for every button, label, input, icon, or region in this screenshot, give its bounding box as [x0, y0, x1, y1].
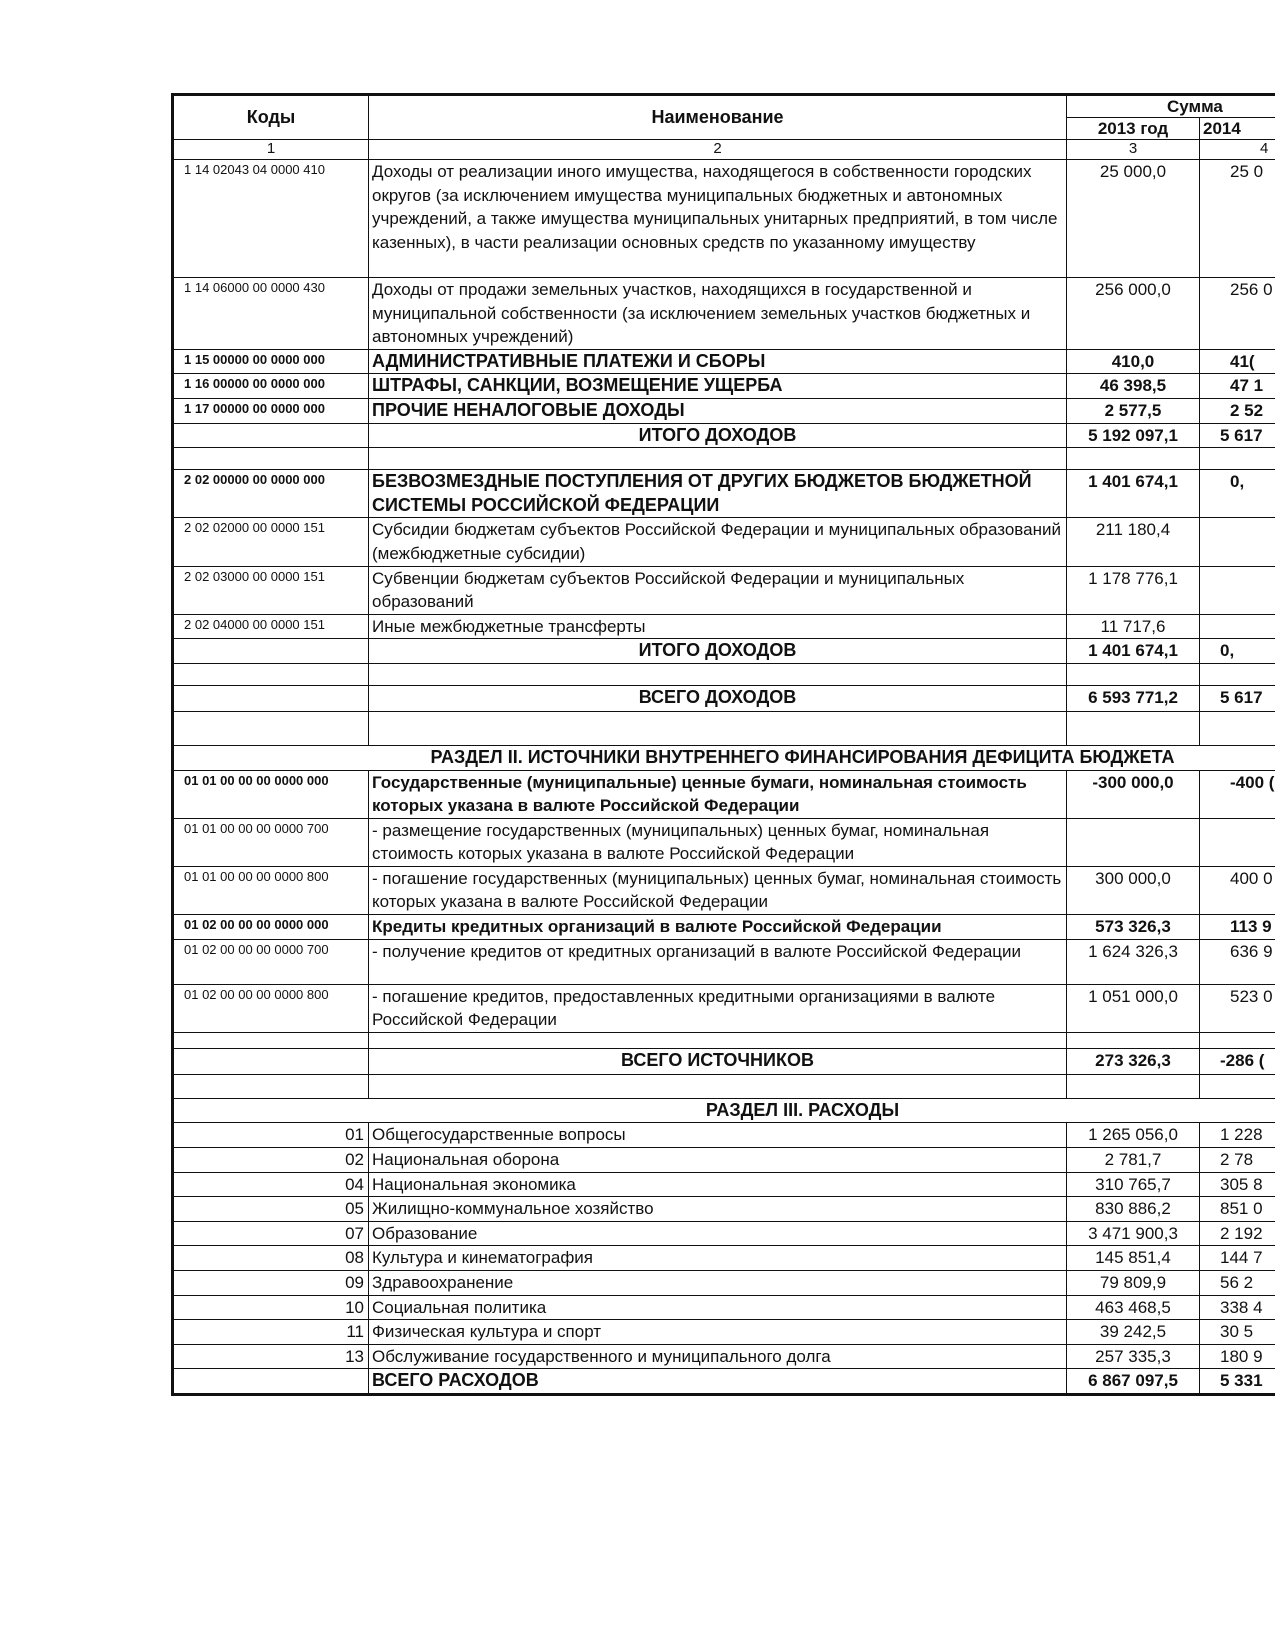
empty-row [173, 711, 1275, 745]
column-number: 2 [369, 140, 1067, 160]
empty-row [173, 663, 1275, 685]
row-name: - погашение кредитов, предоставленных кредитными организациями в валюте Российской Федерации [369, 984, 1067, 1032]
row-code: 05 [173, 1197, 369, 1222]
row-code: 04 [173, 1172, 369, 1197]
value-2014: 113 9 [1200, 915, 1275, 940]
table-row [173, 160, 1275, 278]
row-code: 08 [173, 1246, 369, 1271]
value-2013: 25 000,0 [1067, 160, 1200, 278]
row-name: Национальная оборона [369, 1148, 1067, 1173]
row-name: Физическая культура и спорт [369, 1320, 1067, 1345]
row-name: Государственные (муниципальные) ценные бумаги, номинальная стоимость которых указана в валюте Российской Федерации [369, 770, 1067, 818]
grand-total-income-label: ВСЕГО ДОХОДОВ [369, 685, 1067, 711]
value-2014 [1200, 566, 1275, 614]
row-name: БЕЗВОЗМЕЗДНЫЕ ПОСТУПЛЕНИЯ ОТ ДРУГИХ БЮДЖЕТОВ БЮДЖЕТНОЙ СИСТЕМЫ РОССИЙСКОЙ ФЕДЕРАЦИИ [369, 470, 1067, 518]
row-code: 01 01 00 00 00 0000 700 [173, 818, 369, 866]
value-2013: 257 335,3 [1067, 1344, 1200, 1369]
value-2014: 1 228 [1200, 1123, 1275, 1148]
row-name: Здравоохранение [369, 1271, 1067, 1296]
row-code: 11 [173, 1320, 369, 1345]
total-income [173, 423, 1275, 448]
empty-cell [369, 663, 1067, 685]
row-code: 02 [173, 1148, 369, 1173]
value-2013: 1 401 674,1 [1067, 639, 1200, 664]
value-2014 [1200, 518, 1275, 566]
row-code: 2 02 00000 00 0000 000 [173, 470, 369, 518]
empty-row [173, 1074, 1275, 1098]
table-row [173, 1148, 1275, 1173]
table-row [173, 470, 1275, 518]
value-2014: 30 5 [1200, 1320, 1275, 1345]
empty-cell [1067, 711, 1200, 745]
table-row [173, 398, 1275, 423]
row-name: - размещение государственных (муниципальных) ценных бумаг, номинальная стоимость которых указана в валюте Российской Федерации [369, 818, 1067, 866]
value-2014: 5 617 [1200, 423, 1275, 448]
value-2013: -300 000,0 [1067, 770, 1200, 818]
row-code: 10 [173, 1295, 369, 1320]
table-row [173, 1344, 1275, 1369]
table-row [173, 518, 1275, 566]
total-sources-label: ВСЕГО ИСТОЧНИКОВ [369, 1048, 1067, 1074]
table-row [173, 1271, 1275, 1296]
table-row [173, 770, 1275, 818]
row-code: 1 17 00000 00 0000 000 [173, 398, 369, 423]
budget-document [171, 93, 1275, 1413]
value-2014: 0, [1200, 470, 1275, 518]
total-sources [173, 1048, 1275, 1074]
value-2013: 410,0 [1067, 349, 1200, 374]
header-sum: Сумма [1067, 95, 1275, 118]
row-code: 2 02 03000 00 0000 151 [173, 566, 369, 614]
value-2013: 2 577,5 [1067, 398, 1200, 423]
table-row [173, 984, 1275, 1032]
row-code: 01 01 00 00 00 0000 000 [173, 770, 369, 818]
row-code: 1 14 06000 00 0000 430 [173, 278, 369, 350]
column-number: 3 [1067, 140, 1200, 160]
value-2013: 6 593 771,2 [1067, 685, 1200, 711]
value-2014: 636 9 [1200, 939, 1275, 984]
section-3-title: РАЗДЕЛ III. РАСХОДЫ [173, 1098, 1275, 1123]
row-code: 01 [173, 1123, 369, 1148]
row-code: 2 02 04000 00 0000 151 [173, 614, 369, 639]
value-2013: 1 051 000,0 [1067, 984, 1200, 1032]
table-row [173, 1221, 1275, 1246]
row-name: Доходы от реализации иного имущества, находящегося в собственности городских округов (за исключением имущества муниципальных бюджетных и автономных учреждений, а также имущества муниципальных унитарных предприятий, в том числе казенных), в части реализации основных средств по указанному имуществу [369, 160, 1067, 278]
table-row [173, 1320, 1275, 1345]
value-2014: 56 2 [1200, 1271, 1275, 1296]
value-2014 [1200, 614, 1275, 639]
value-2014: -286 ( [1200, 1048, 1275, 1074]
value-2013 [1067, 818, 1200, 866]
value-2013: 1 265 056,0 [1067, 1123, 1200, 1148]
table-row [173, 566, 1275, 614]
grand-total-income [173, 685, 1275, 711]
row-name: Культура и кинематография [369, 1246, 1067, 1271]
empty-cell [1200, 1032, 1275, 1048]
empty-cell [1200, 711, 1275, 745]
value-2013: 830 886,2 [1067, 1197, 1200, 1222]
empty-cell [369, 1074, 1067, 1098]
value-2014: 523 0 [1200, 984, 1275, 1032]
value-2013: 3 471 900,3 [1067, 1221, 1200, 1246]
row-name: Субвенции бюджетам субъектов Российской Федерации и муниципальных образований [369, 566, 1067, 614]
empty-cell [173, 1074, 369, 1098]
table-row [173, 818, 1275, 866]
empty-cell [1067, 663, 1200, 685]
header-name: Наименование [369, 95, 1067, 140]
row-code: 01 01 00 00 00 0000 800 [173, 866, 369, 914]
value-2013: 46 398,5 [1067, 374, 1200, 399]
empty-cell [173, 663, 369, 685]
row-name: Кредиты кредитных организаций в валюте Российской Федерации [369, 915, 1067, 940]
empty-cell [369, 711, 1067, 745]
value-2013: 211 180,4 [1067, 518, 1200, 566]
row-name: Субсидии бюджетам субъектов Российской Федерации и муниципальных образований (межбюджетные субсидии) [369, 518, 1067, 566]
row-code: 2 02 02000 00 0000 151 [173, 518, 369, 566]
value-2014: 25 0 [1200, 160, 1275, 278]
row-name: ШТРАФЫ, САНКЦИИ, ВОЗМЕЩЕНИЕ УЩЕРБА [369, 374, 1067, 399]
row-code: 1 14 02043 04 0000 410 [173, 160, 369, 278]
row-code: 01 02 00 00 00 0000 700 [173, 939, 369, 984]
empty-cell [173, 639, 369, 664]
value-2014: 5 331 [1200, 1369, 1275, 1395]
value-2013: 2 781,7 [1067, 1148, 1200, 1173]
value-2014 [1200, 818, 1275, 866]
section-2-title: РАЗДЕЛ II. ИСТОЧНИКИ ВНУТРЕННЕГО ФИНАНСИРОВАНИЯ ДЕФИЦИТА БЮДЖЕТА [173, 745, 1275, 770]
empty-cell [1200, 663, 1275, 685]
value-2013: 145 851,4 [1067, 1246, 1200, 1271]
value-2014: 851 0 [1200, 1197, 1275, 1222]
empty-row [173, 1032, 1275, 1048]
value-2014: 2 192 [1200, 1221, 1275, 1246]
table-row [173, 915, 1275, 940]
value-2013: 256 000,0 [1067, 278, 1200, 350]
value-2014: 144 7 [1200, 1246, 1275, 1271]
value-2013: 11 717,6 [1067, 614, 1200, 639]
budget-table [171, 93, 1275, 1396]
row-name: Обслуживание государственного и муниципального долга [369, 1344, 1067, 1369]
value-2013: 273 326,3 [1067, 1048, 1200, 1074]
table-row [173, 1246, 1275, 1271]
column-number: 4 [1200, 140, 1275, 160]
header-year-2013: 2013 год [1067, 118, 1200, 140]
value-2013: 310 765,7 [1067, 1172, 1200, 1197]
empty-cell [1067, 448, 1200, 470]
total-income-label: ИТОГО ДОХОДОВ [369, 423, 1067, 448]
row-name: Иные межбюджетные трансферты [369, 614, 1067, 639]
empty-cell [173, 1032, 369, 1048]
empty-cell [173, 711, 369, 745]
row-name: Социальная политика [369, 1295, 1067, 1320]
total-expenses-label: ВСЕГО РАСХОДОВ [369, 1369, 1067, 1395]
row-code: 07 [173, 1221, 369, 1246]
empty-cell [173, 423, 369, 448]
value-2014: 180 9 [1200, 1344, 1275, 1369]
value-2014: 400 0 [1200, 866, 1275, 914]
row-code: 09 [173, 1271, 369, 1296]
row-code: 01 02 00 00 00 0000 800 [173, 984, 369, 1032]
empty-cell [173, 448, 369, 470]
section-title-row [173, 1098, 1275, 1123]
value-2013: 463 468,5 [1067, 1295, 1200, 1320]
section-title-row [173, 745, 1275, 770]
row-code: 1 16 00000 00 0000 000 [173, 374, 369, 399]
empty-cell [369, 1032, 1067, 1048]
header-codes: Коды [173, 95, 369, 140]
row-name: ПРОЧИЕ НЕНАЛОГОВЫЕ ДОХОДЫ [369, 398, 1067, 423]
value-2014: 5 617 [1200, 685, 1275, 711]
empty-cell [1200, 448, 1275, 470]
value-2013: 1 401 674,1 [1067, 470, 1200, 518]
table-row [173, 1197, 1275, 1222]
row-code: 13 [173, 1344, 369, 1369]
value-2014: 338 4 [1200, 1295, 1275, 1320]
row-code: 1 15 00000 00 0000 000 [173, 349, 369, 374]
table-row [173, 939, 1275, 984]
empty-row [173, 448, 1275, 470]
row-name: - получение кредитов от кредитных организаций в валюте Российской Федерации [369, 939, 1067, 984]
value-2013: 1 178 776,1 [1067, 566, 1200, 614]
value-2013: 6 867 097,5 [1067, 1369, 1200, 1395]
row-name: Образование [369, 1221, 1067, 1246]
header-year-2014: 2014 [1200, 118, 1275, 140]
row-name: - погашение государственных (муниципальных) ценных бумаг, номинальная стоимость которых указана в валюте Российской Федерации [369, 866, 1067, 914]
empty-cell [1200, 1074, 1275, 1098]
table-row [173, 1172, 1275, 1197]
value-2014: 0, [1200, 639, 1275, 664]
value-2014: 2 52 [1200, 398, 1275, 423]
empty-cell [369, 448, 1067, 470]
empty-cell [1067, 1032, 1200, 1048]
table-row [173, 374, 1275, 399]
value-2014: 41( [1200, 349, 1275, 374]
table-row [173, 614, 1275, 639]
empty-cell [173, 685, 369, 711]
empty-cell [1067, 1074, 1200, 1098]
row-name: Жилищно-коммунальное хозяйство [369, 1197, 1067, 1222]
row-name: Национальная экономика [369, 1172, 1067, 1197]
value-2014: 2 78 [1200, 1148, 1275, 1173]
value-2014: 305 8 [1200, 1172, 1275, 1197]
table-row [173, 1295, 1275, 1320]
column-number: 1 [173, 140, 369, 160]
value-2013: 300 000,0 [1067, 866, 1200, 914]
table-row [173, 278, 1275, 350]
table-row [173, 1123, 1275, 1148]
value-2013: 79 809,9 [1067, 1271, 1200, 1296]
value-2013: 1 624 326,3 [1067, 939, 1200, 984]
value-2014: 47 1 [1200, 374, 1275, 399]
value-2013: 39 242,5 [1067, 1320, 1200, 1345]
table-row [173, 866, 1275, 914]
total-expenses [173, 1369, 1275, 1395]
empty-cell [173, 1369, 369, 1395]
value-2013: 573 326,3 [1067, 915, 1200, 940]
row-name: АДМИНИСТРАТИВНЫЕ ПЛАТЕЖИ И СБОРЫ [369, 349, 1067, 374]
value-2013: 5 192 097,1 [1067, 423, 1200, 448]
value-2014: 256 0 [1200, 278, 1275, 350]
row-code: 01 02 00 00 00 0000 000 [173, 915, 369, 940]
total-income [173, 639, 1275, 664]
empty-cell [173, 1048, 369, 1074]
row-name: Общегосударственные вопросы [369, 1123, 1067, 1148]
row-name: Доходы от продажи земельных участков, находящихся в государственной и муниципальной собственности (за исключением земельных участков бюджетных и автономных учреждений) [369, 278, 1067, 350]
value-2014: -400 ( [1200, 770, 1275, 818]
total-income-label: ИТОГО ДОХОДОВ [369, 639, 1067, 664]
table-row [173, 349, 1275, 374]
